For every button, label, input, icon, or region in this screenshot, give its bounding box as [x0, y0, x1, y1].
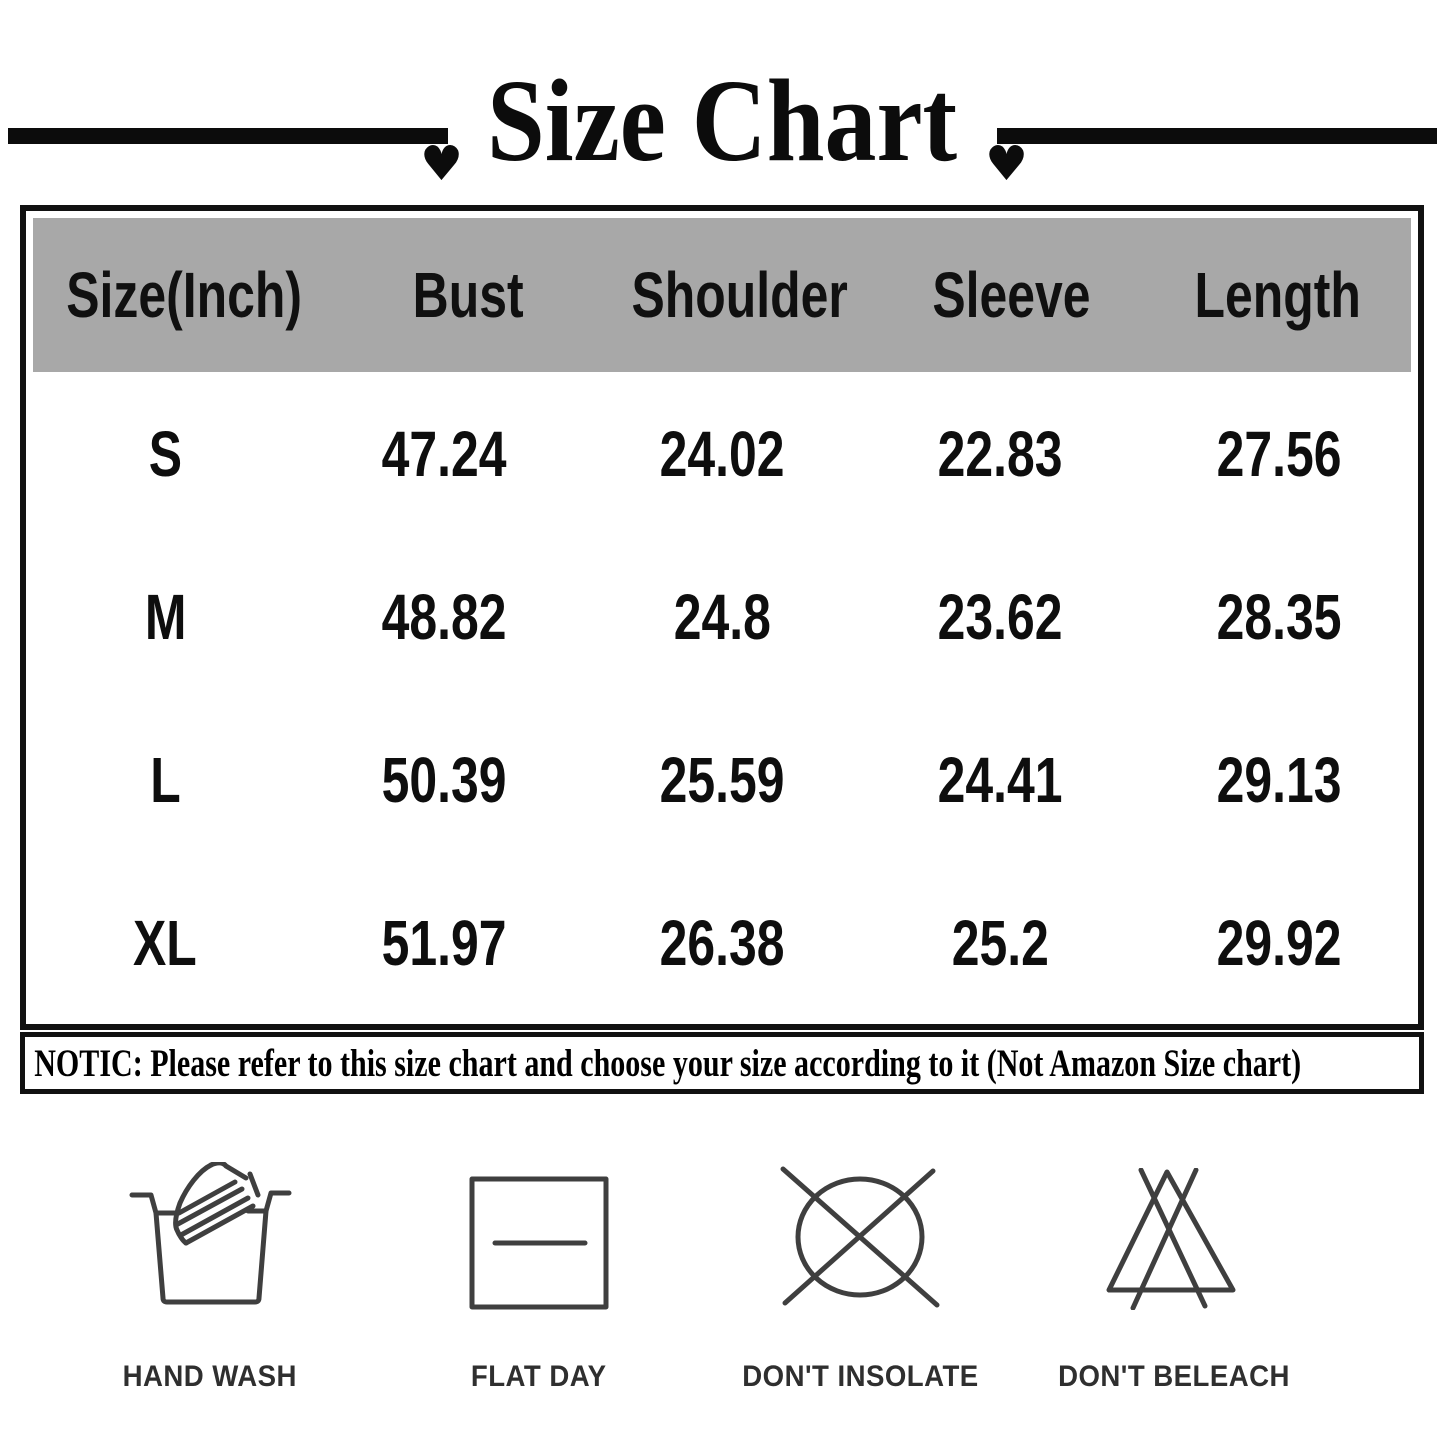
bust-value: 51.97	[381, 906, 507, 979]
length-value: 28.35	[1216, 580, 1342, 653]
care-item-hand-wash	[60, 1162, 360, 1392]
column-header-size: Size(Inch)	[66, 259, 303, 331]
page-title	[0, 55, 1445, 186]
bust-value: 48.82	[381, 580, 507, 653]
care-label: FLAT DAY	[471, 1360, 607, 1393]
bust-value: 47.24	[381, 417, 507, 490]
do-not-bleach-icon	[1099, 1162, 1249, 1310]
size-label: XL	[133, 906, 198, 979]
column-header-length: Length	[1194, 259, 1362, 331]
column-header-bust: Bust	[412, 259, 524, 331]
length-value: 27.56	[1216, 417, 1342, 490]
size-label: L	[149, 743, 181, 816]
sleeve-value: 22.83	[937, 417, 1063, 490]
length-value: 29.92	[1216, 906, 1342, 979]
size-label: S	[148, 417, 182, 490]
length-value: 29.13	[1216, 743, 1342, 816]
hand-wash-icon	[129, 1162, 292, 1310]
care-label: HAND WASH	[122, 1360, 298, 1393]
sleeve-value: 25.2	[951, 906, 1049, 979]
bust-value: 50.39	[381, 743, 507, 816]
column-header-sleeve: Sleeve	[932, 259, 1091, 331]
care-label: DON'T INSOLATE	[741, 1360, 979, 1393]
care-label: DON'T BELEACH	[1058, 1360, 1290, 1393]
table-body	[26, 372, 1418, 1024]
notice-bar	[20, 1032, 1424, 1094]
care-item-do-not-bleach	[1024, 1162, 1324, 1392]
title-band	[0, 0, 1445, 210]
size-label: M	[144, 580, 186, 653]
shoulder-value: 24.02	[659, 417, 785, 490]
shoulder-value: 26.38	[659, 906, 785, 979]
page-title-text: Size Chart	[487, 55, 958, 186]
care-item-do-not-wring	[710, 1162, 1010, 1392]
shoulder-value: 24.8	[673, 580, 771, 653]
notice-text: NOTIC: Please refer to this size chart and choose your size according to it (Not Amazon Size chart)	[34, 1041, 1302, 1085]
shoulder-value: 25.59	[659, 743, 785, 816]
heart-icon: ♥	[985, 136, 1029, 192]
sleeve-value: 24.41	[937, 743, 1063, 816]
do-not-wring-icon	[778, 1162, 942, 1310]
care-instructions	[0, 1162, 1445, 1422]
flat-dry-icon	[469, 1162, 609, 1310]
column-header-shoulder: Shoulder	[631, 259, 849, 331]
table-header-row	[33, 218, 1411, 372]
heart-icon: ♥	[420, 136, 464, 192]
size-table	[20, 205, 1424, 1030]
care-item-flat-dry	[389, 1162, 689, 1392]
sleeve-value: 23.62	[937, 580, 1063, 653]
